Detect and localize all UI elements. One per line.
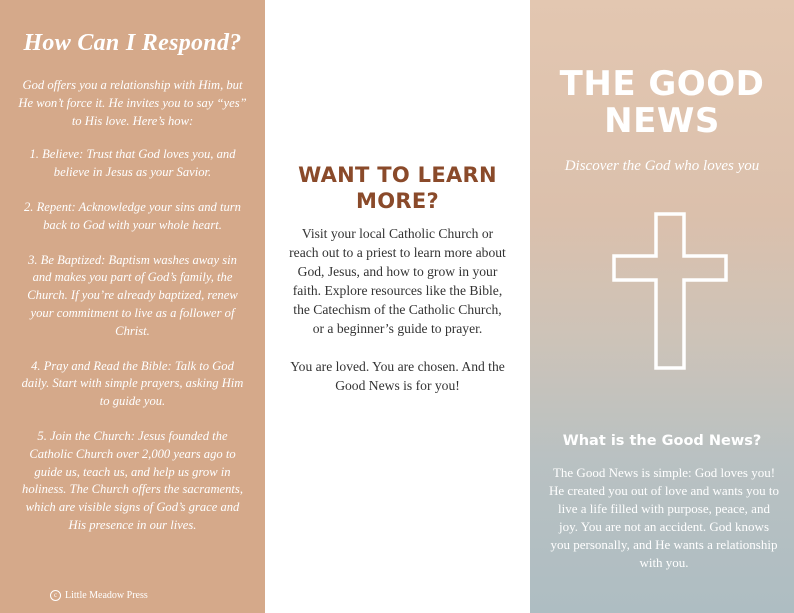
right-panel [530, 0, 794, 613]
cover-subtitle: Discover the God who loves you [564, 158, 760, 174]
middle-panel-closing: You are loved. You are chosen. And the Good News is for you! [290, 359, 505, 393]
cover-title: THE GOOD NEWS [559, 64, 765, 141]
step-baptized: 3. Be Baptized: Baptism washes away sin and makes you part of God’s family, the Church. If you’re already baptized, renew your commitment to live as a follower of Christ. [27, 252, 238, 338]
left-panel-title: How Can I Respond? [23, 30, 242, 56]
left-panel-intro: God offers you a relationship with Him, but He won’t force it. He invites you to say “yes” to His love. Here’s how: [18, 78, 247, 128]
middle-panel-title: WANT TO LEARN MORE? [298, 163, 497, 213]
step-believe: 1. Believe: Trust that God loves you, and believe in Jesus as your Savior. [29, 147, 236, 180]
good-news-heading: What is the Good News? [562, 433, 762, 449]
copyright-icon: c [50, 590, 61, 601]
cross-icon [612, 212, 728, 370]
publisher-name: Little Meadow Press [65, 590, 148, 601]
good-news-body: The Good News is simple: God loves you! He created you out of love and wants you to live a life filled with purpose, peace, and joy. You are not an accident. God knows you personally, and He wants a relationship with you. [549, 465, 779, 570]
step-repent: 2. Repent: Acknowledge your sins and turn back to God with your whole heart. [24, 199, 241, 232]
left-panel [0, 0, 265, 613]
middle-panel [265, 0, 530, 613]
middle-panel-body: Visit your local Catholic Church or reach out to a priest to learn more about God, Jesus, and how to grow in your faith. Explore resources like the Bible, the Catechism of the Catholic Church, or a beginner’s guide to prayer. [289, 226, 506, 336]
publisher-credit [50, 590, 148, 601]
step-join-church: 5. Join the Church: Jesus founded the Catholic Church over 2,000 years ago to guide us, teach us, and help us grow in holiness. The Church offers the sacraments, which are visible signs of God’s grace and His presence in our lives. [22, 428, 243, 532]
step-pray: 4. Pray and Read the Bible: Talk to God daily. Start with simple prayers, asking Him to guide you. [21, 358, 244, 409]
